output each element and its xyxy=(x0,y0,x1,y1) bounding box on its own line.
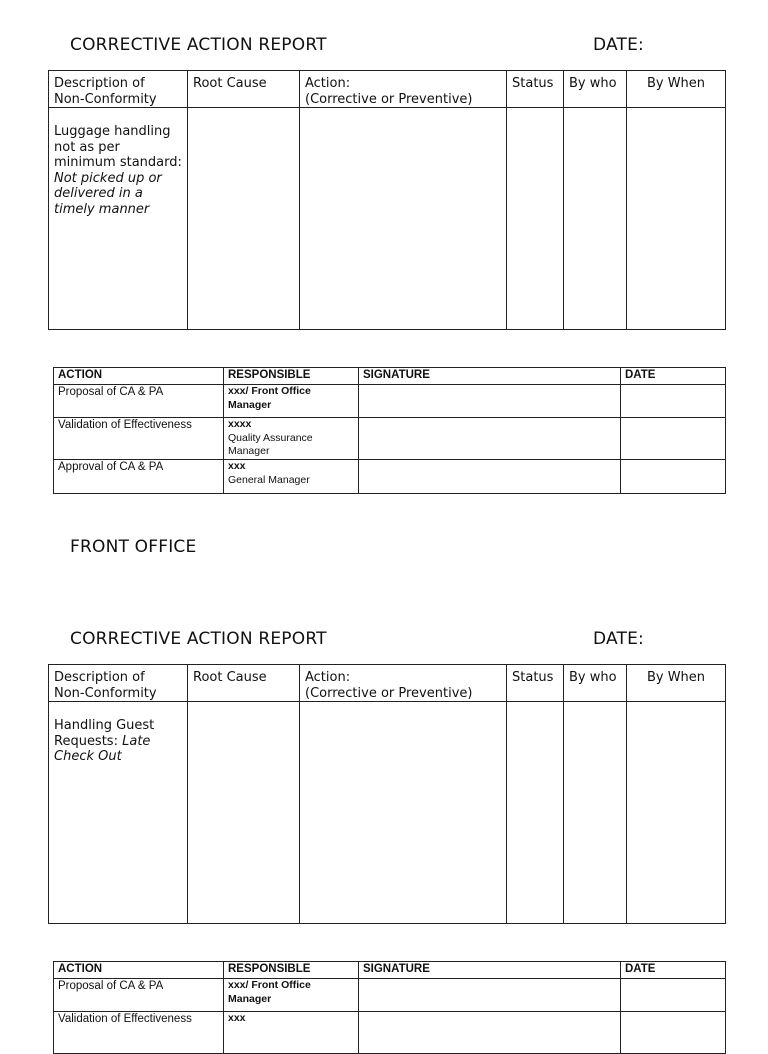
signature-cell[interactable] xyxy=(359,418,621,460)
signoff-date-header: DATE xyxy=(621,962,726,979)
report-title: CORRECTIVE ACTION REPORT xyxy=(70,629,327,649)
signoff-date-cell[interactable] xyxy=(621,979,726,1012)
signoff-action-header: ACTION xyxy=(54,368,224,385)
signoff-action: Approval of CA & PA xyxy=(54,460,224,494)
signoff-responsible-header: RESPONSIBLE xyxy=(224,962,359,979)
root-cause-header: Root Cause xyxy=(188,665,300,702)
signoff-responsible: xxxx Quality Assurance Manager xyxy=(224,418,359,460)
nonconformity-description: Handling Guest Requests: Late Check Out xyxy=(49,702,188,924)
signoff-date-cell[interactable] xyxy=(621,385,726,418)
signoff-table xyxy=(53,961,726,1054)
signature-cell[interactable] xyxy=(359,385,621,418)
signoff-action: Validation of Effectiveness xyxy=(54,1012,224,1054)
status-header: Status xyxy=(507,665,564,702)
signature-cell[interactable] xyxy=(359,979,621,1012)
signoff-action-header: ACTION xyxy=(54,962,224,979)
signoff-action: Validation of Effectiveness xyxy=(54,418,224,460)
signoff-date-cell[interactable] xyxy=(621,460,726,494)
corrective-action-table xyxy=(48,70,726,330)
by-when-header: By When xyxy=(627,665,726,702)
signoff-responsible: xxx xyxy=(224,1012,359,1054)
status-header: Status xyxy=(507,71,564,108)
action-cell[interactable] xyxy=(300,108,507,330)
signoff-table xyxy=(53,367,726,494)
signoff-action: Proposal of CA & PA xyxy=(54,385,224,418)
description-header: Description of Non-Conformity xyxy=(49,71,188,108)
signoff-action: Proposal of CA & PA xyxy=(54,979,224,1012)
action-cell[interactable] xyxy=(300,702,507,924)
by-who-cell[interactable] xyxy=(564,108,627,330)
signoff-responsible-header: RESPONSIBLE xyxy=(224,368,359,385)
date-label: DATE: xyxy=(593,35,644,55)
status-cell[interactable] xyxy=(507,108,564,330)
signoff-date-cell[interactable] xyxy=(621,1012,726,1054)
nonconformity-description: Luggage handling not as per minimum standard: Not picked up or delivered in a timely manner xyxy=(49,108,188,330)
root-cause-cell[interactable] xyxy=(188,108,300,330)
report-title: CORRECTIVE ACTION REPORT xyxy=(70,35,327,55)
signoff-signature-header: SIGNATURE xyxy=(359,368,621,385)
table-row xyxy=(54,418,726,460)
table-row xyxy=(54,460,726,494)
root-cause-cell[interactable] xyxy=(188,702,300,924)
table-row xyxy=(54,1012,726,1054)
action-header: Action: (Corrective or Preventive) xyxy=(300,71,507,108)
corrective-action-table xyxy=(48,664,726,924)
signoff-responsible: xxx General Manager xyxy=(224,460,359,494)
status-cell[interactable] xyxy=(507,702,564,924)
action-header: Action: (Corrective or Preventive) xyxy=(300,665,507,702)
date-label: DATE: xyxy=(593,629,644,649)
signoff-signature-header: SIGNATURE xyxy=(359,962,621,979)
by-who-header: By who xyxy=(564,71,627,108)
root-cause-header: Root Cause xyxy=(188,71,300,108)
by-when-cell[interactable] xyxy=(627,702,726,924)
table-row xyxy=(54,979,726,1012)
by-when-header: By When xyxy=(627,71,726,108)
description-header: Description of Non-Conformity xyxy=(49,665,188,702)
signoff-date-header: DATE xyxy=(621,368,726,385)
by-who-cell[interactable] xyxy=(564,702,627,924)
signoff-responsible: xxx/ Front Office Manager xyxy=(224,385,359,418)
signature-cell[interactable] xyxy=(359,1012,621,1054)
by-who-header: By who xyxy=(564,665,627,702)
by-when-cell[interactable] xyxy=(627,108,726,330)
table-row xyxy=(54,385,726,418)
signature-cell[interactable] xyxy=(359,460,621,494)
section-label: FRONT OFFICE xyxy=(70,537,197,557)
signoff-responsible: xxx/ Front Office Manager xyxy=(224,979,359,1012)
signoff-date-cell[interactable] xyxy=(621,418,726,460)
